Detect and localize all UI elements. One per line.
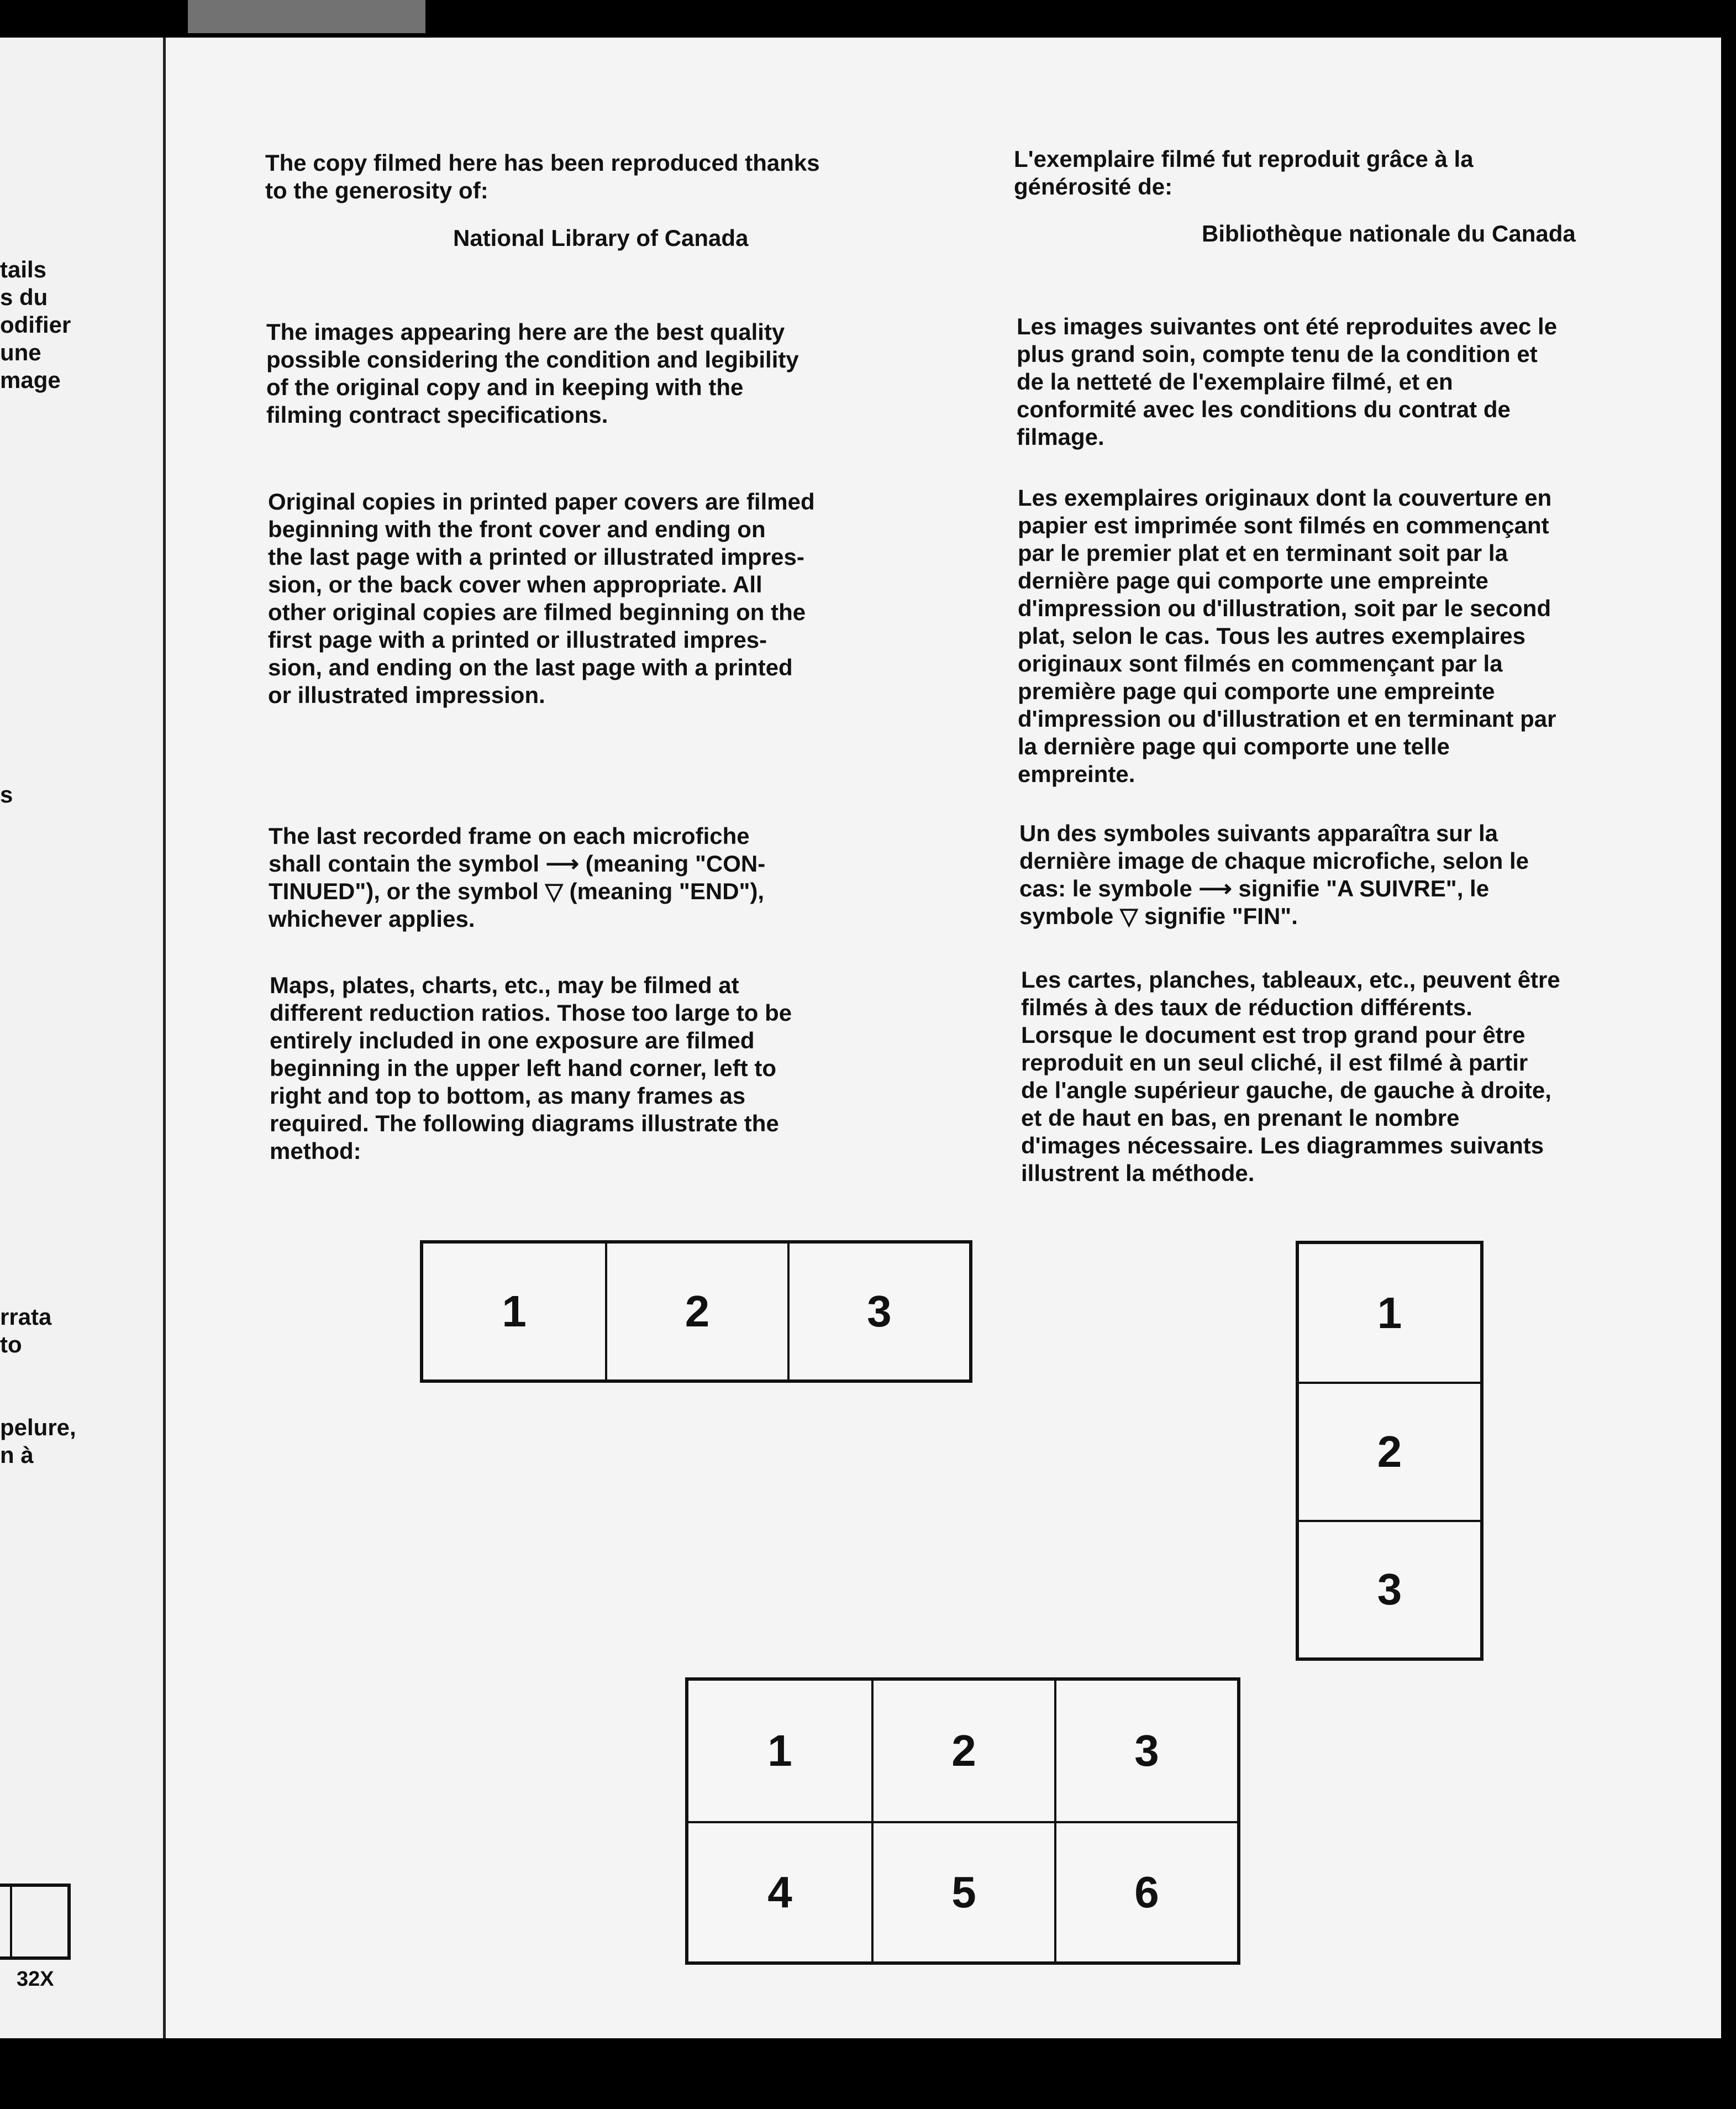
frame-cell: 1 [767, 1726, 792, 1775]
left-fragment-errata: rrata to [0, 1304, 52, 1357]
frame-cell: 6 [1054, 1821, 1237, 1961]
frame-cell: 1 [502, 1287, 527, 1336]
left-fragment-pelure: pelure, n à [0, 1414, 76, 1468]
previous-page-strip [0, 38, 163, 2038]
right-border [1721, 38, 1736, 2038]
frame-cell: 3 [1054, 1681, 1237, 1821]
diagram-grid-2x3 [685, 1677, 1240, 1965]
english-image-quality: The images appearing here are the best quality possible considering the condition and legibility of the original copy and in keeping with the filming contract specifications. [266, 319, 799, 428]
french-symbols: Un des symboles suivants apparaîtra sur la dernière image de chaque microfiche, selon le cas: le symbole ⟶ signifie "A SUIVRE", le symbole ▽ signifie "FIN". [1019, 820, 1529, 929]
french-institution: Bibliothèque nationale du Canada [1202, 221, 1576, 246]
frame-cell: 5 [871, 1821, 1054, 1961]
frame-cell: 3 [787, 1244, 969, 1379]
french-image-quality: Les images suivantes ont été reproduites avec le plus grand soin, compte tenu de la condition et de la netteté de l'exemplaire filmé, et en conformité avec les conditions du contrat de filmage. [1017, 313, 1558, 450]
reduction-ratio-label: 32X [17, 1968, 54, 1991]
frame-cell: 2 [1299, 1382, 1480, 1519]
english-institution: National Library of Canada [453, 225, 749, 251]
english-intro: The copy filmed here has been reproduced thanks to the generosity of: [265, 150, 820, 203]
diagram-horizontal-strip [420, 1240, 972, 1383]
scan-artifact [188, 0, 425, 33]
left-fragment-box [0, 1884, 71, 1960]
english-symbols: The last recorded frame on each microfiche shall contain the symbol ⟶ (meaning "CON- TINUED"), or the symbol ▽ (meaning "END"), whichever applies. [269, 823, 766, 932]
english-original-copies: Original copies in printed paper covers are filmed beginning with the front cover and ending on the last page with a printed or illustrated impres- sion, or the back cover when appropriate. All other original copies are filmed beginning on the first page with a printed or illustrated impres- sion, and ending on the last page with a printed or illustrated impression. [268, 489, 815, 708]
left-fragment-text: tails s du odifier une mage [0, 256, 71, 393]
english-maps: Maps, plates, charts, etc., may be filmed at different reduction ratios. Those too large to be entirely included in one exposure are filmed beginning in the upper left hand corner, left to right and top to bottom, as many frames as required. The following diagrams illustrate the method: [270, 972, 792, 1164]
left-fragment-mark: s [0, 781, 13, 807]
french-intro: L'exemplaire filmé fut reproduit grâce à la générosité de: [1014, 146, 1474, 200]
frame-cell: 2 [605, 1244, 787, 1379]
frame-cell: 3 [1299, 1520, 1480, 1657]
frame-cell: 4 [688, 1821, 871, 1961]
document-page [163, 38, 1724, 2038]
frame-cell: 1 [1377, 1288, 1402, 1337]
french-original-copies: Les exemplaires originaux dont la couverture en papier est imprimée sont filmés en commençant par le premier plat et en terminant soit par la dernière page qui comporte une empreinte d'impression ou d'illustration, soit par le second plat, selon le cas. Tous les autres exemplaires originaux sont filmés en commençant par la première page qui comporte une empreinte d'impression ou d'illustration et en terminant par la dernière page qui comporte une telle empreinte. [1018, 485, 1556, 787]
diagram-vertical-strip [1296, 1241, 1484, 1661]
french-maps: Les cartes, planches, tableaux, etc., peuvent être filmés à des taux de réduction différents. Lorsque le document est trop grand pour être reproduit en un seul cliché, il est filmé à partir de l'angle supérieur gauche, de gauche à droite, et de haut en bas, en prenant le nombre d'images nécessaire. Les diagrammes suivants illustrent la méthode. [1021, 967, 1560, 1186]
frame-cell: 2 [871, 1681, 1054, 1821]
